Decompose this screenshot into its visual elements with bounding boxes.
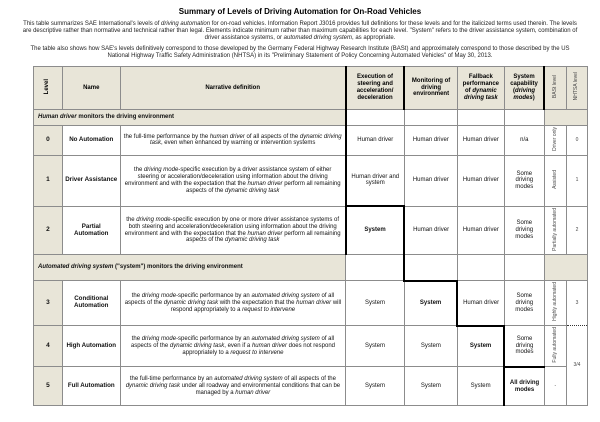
automation-levels-table	[33, 66, 588, 406]
header-name: Name	[62, 67, 120, 110]
section2-bast-nhtsa-cell	[544, 255, 587, 281]
cell-level: 3	[34, 281, 63, 326]
cell-name: Conditional Automation	[62, 281, 120, 326]
table-row-level-4	[34, 326, 588, 367]
intro-paragraph-2: The table also shows how SAE's levels definitively correspond to those developed by the Germany Federal Highway Research Institute (BASt) and approximately correspond to those described by the US National Highway Traffic Safety Administration (NHTSA) in its "Preliminary Statement of Policy Concerning Automated Vehicles" of May 30, 2013.	[30, 46, 570, 59]
cell-definition: the full-time performance by the human driver of all aspects of the dynamic driving task, even when enhanced by warning or intervention systems	[120, 126, 345, 156]
cell-monitoring: Human driver	[404, 155, 457, 206]
header-execution: Execution of steering and acceleration/deceleration	[346, 67, 405, 110]
cell-execution: Human driver	[346, 126, 405, 156]
cell-bast: -	[544, 367, 566, 406]
cell-definition: the driving mode-specific execution by a driver assistance system of either steering or acceleration/deceleration using information about the driving environment and with the expectation that the human driver perform all remaining aspects of the dynamic driving task	[120, 155, 345, 206]
table-row-level-5	[34, 367, 588, 406]
intro-paragraph-1: This table summarizes SAE International's levels of driving automation for on-road vehicles. Information Report J3016 provides full definitions for these levels and for the italicized terms used therein. The levels are descriptive rather than normative and technical rather than legal. Elements indicate minimum rather than maximum capabilities for each level. "System" refers to the driver assistance system, combination of driver assistance systems, or automated driving system, as appropriate.	[22, 21, 578, 41]
section-row-automated-system	[34, 255, 588, 281]
cell-bast: Fully automated	[544, 326, 566, 367]
cell-name: Driver Assistance	[62, 155, 120, 206]
header-system-capability: System capability (driving modes)	[504, 67, 544, 110]
section2-monitoring-cell	[404, 255, 457, 281]
cell-execution: System	[346, 206, 405, 255]
cell-level: 5	[34, 367, 63, 406]
cell-monitoring: Human driver	[404, 206, 457, 255]
cell-fallback: Human driver	[457, 281, 504, 326]
cell-level: 1	[34, 155, 63, 206]
cell-nhtsa: 0	[566, 126, 587, 156]
table-header-row	[34, 67, 588, 110]
table-row-level-2	[34, 206, 588, 255]
cell-name: No Automation	[62, 126, 120, 156]
cell-definition: the driving mode-specific performance by an automated driving system of all aspects of the dynamic driving task with the expectation that the human driver will respond appropriately to a request to intervene	[120, 281, 345, 326]
table-row-level-1	[34, 155, 588, 206]
cell-capability: n/a	[504, 126, 544, 156]
cell-nhtsa: 3	[566, 281, 587, 326]
cell-name: High Automation	[62, 326, 120, 367]
cell-monitoring: System	[404, 326, 457, 367]
header-bast-level: BASt level	[544, 67, 566, 110]
header-narrative-definition: Narrative definition	[120, 67, 345, 110]
cell-name: Partial Automation	[62, 206, 120, 255]
page-title: Summary of Levels of Driving Automation for On-Road Vehicles	[178, 7, 422, 16]
cell-fallback: System	[457, 367, 504, 406]
cell-execution: System	[346, 281, 405, 326]
cell-nhtsa-merged: 3/4	[566, 326, 587, 406]
header-level: Level	[34, 67, 63, 110]
cell-monitoring: System	[404, 367, 457, 406]
cell-execution: Human driver and system	[346, 155, 405, 206]
cell-capability: Some driving modes	[504, 281, 544, 326]
cell-level: 2	[34, 206, 63, 255]
cell-bast: Assisted	[544, 155, 566, 206]
section1-capability-cell	[504, 110, 544, 126]
cell-monitoring: Human driver	[404, 126, 457, 156]
section2-capability-cell	[504, 255, 544, 281]
cell-fallback: Human driver	[457, 155, 504, 206]
section-row-human-driver	[34, 110, 588, 126]
header-nhtsa-level: NHTSA level	[566, 67, 587, 110]
section-label-human-driver: Human driver monitors the driving environment	[34, 110, 346, 126]
section1-execution-cell	[346, 110, 405, 126]
cell-fallback: Human driver	[457, 126, 504, 156]
cell-capability: Some driving modes	[504, 326, 544, 367]
cell-fallback: System	[457, 326, 504, 367]
cell-name: Full Automation	[62, 367, 120, 406]
cell-bast: Highly automated	[544, 281, 566, 326]
intro-paragraphs	[22, 21, 578, 60]
cell-level: 0	[34, 126, 63, 156]
cell-capability: All driving modes	[504, 367, 544, 406]
cell-capability: Some driving modes	[504, 155, 544, 206]
table-row-level-3	[34, 281, 588, 326]
section-label-automated-system: Automated driving system ("system") monitors the driving environment	[34, 255, 346, 281]
cell-execution: System	[346, 367, 405, 406]
table-row-level-0	[34, 126, 588, 156]
section2-fallback-cell	[457, 255, 504, 281]
cell-bast: Partially automated	[544, 206, 566, 255]
cell-definition: the driving mode-specific performance by an automated driving system of all aspects of the dynamic driving task, even if a human driver does not respond appropriately to a request to intervene	[120, 326, 345, 367]
section1-bast-nhtsa-cell	[544, 110, 587, 126]
cell-capability: Some driving modes	[504, 206, 544, 255]
cell-monitoring: System	[404, 281, 457, 326]
header-fallback: Fallback performance of dynamic driving task	[457, 67, 504, 110]
section1-fallback-cell	[457, 110, 504, 126]
cell-execution: System	[346, 326, 405, 367]
cell-level: 4	[34, 326, 63, 367]
cell-nhtsa: 2	[566, 206, 587, 255]
cell-definition: the driving mode-specific execution by one or more driver assistance systems of both steering and acceleration/deceleration using information about the driving environment and with the expectation that the human driver perform all remaining aspects of the dynamic driving task	[120, 206, 345, 255]
cell-bast: Driver only	[544, 126, 566, 156]
section1-monitoring-cell	[404, 110, 457, 126]
cell-nhtsa: 1	[566, 155, 587, 206]
header-monitoring: Monitoring of driving environment	[404, 67, 457, 110]
cell-fallback: Human driver	[457, 206, 504, 255]
section2-execution-cell	[346, 255, 405, 281]
cell-definition: the full-time performance by an automated driving system of all aspects of the dynamic driving task under all roadway and environmental conditions that can be managed by a human driver	[120, 367, 345, 406]
